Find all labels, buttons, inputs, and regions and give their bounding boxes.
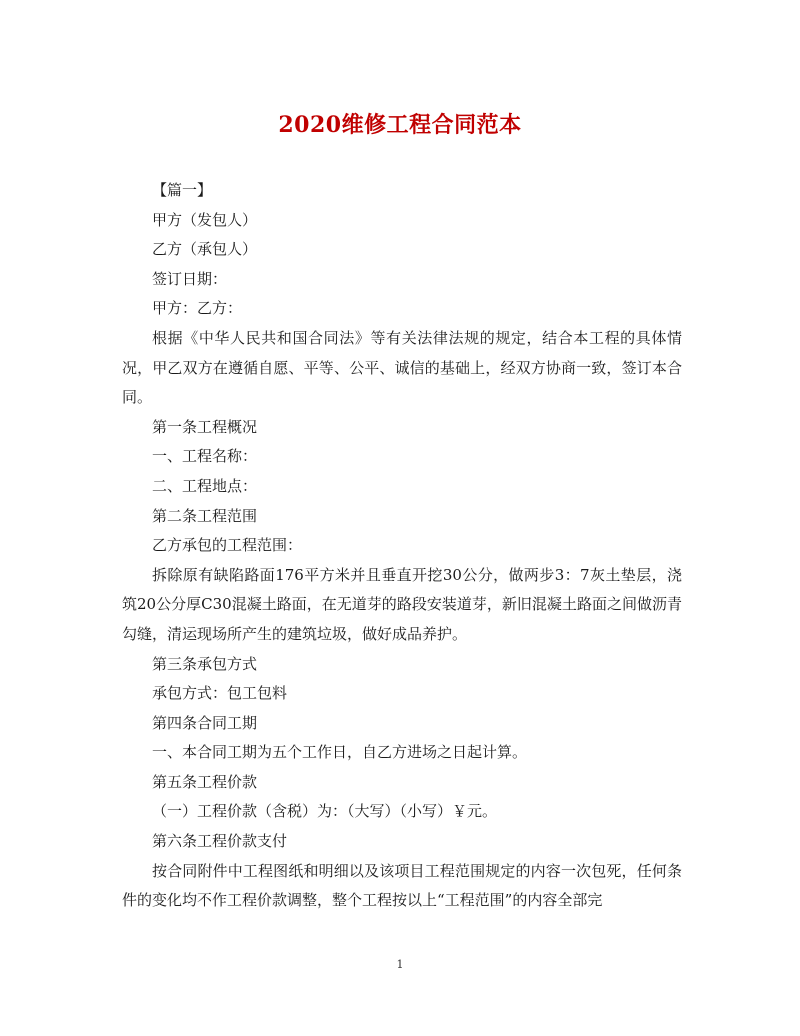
clause-line: 一、本合同工期为五个工作日，自乙方进场之日起计算。	[152, 743, 528, 762]
clause-line: 一、工程名称：	[152, 447, 258, 466]
article-heading: 第三条承包方式	[152, 654, 258, 673]
document-body	[122, 176, 682, 916]
payment-paragraph: 按合同附件中工程图纸和明细以及该项目工程范围规定的内容一次包死，任何条件的变化均不作工程价款调整，整个工程按以上“工程范围”的内容全部完	[122, 861, 682, 910]
document-title: 2020维修工程合同范本	[278, 112, 522, 138]
signing-date-line: 签订日期：	[152, 269, 228, 288]
party-b-line: 乙方（承包人）	[152, 240, 258, 259]
clause-line: （一）工程价款（含税）为：（大写）（小写）￥元。	[152, 802, 498, 821]
clause-line: 乙方承包的工程范围：	[152, 536, 303, 555]
clause-line: 承包方式：包工包料	[152, 684, 288, 703]
page-number: 1	[396, 958, 404, 971]
parties-line: 甲方：乙方：	[152, 299, 243, 318]
article-heading: 第六条工程价款支付	[152, 832, 288, 851]
article-heading: 第二条工程范围	[152, 506, 258, 525]
article-heading: 第五条工程价款	[152, 772, 258, 791]
scope-paragraph: 拆除原有缺陷路面176平方米并且垂直开挖30公分，做两步3：7灰土垫层，浇筑20公分厚C30混凝土路面，在无道芽的路段安装道芽，新旧混凝土路面之间做沥青勾缝，清运现场所产生的建筑垃圾，做好成品养护。	[122, 565, 682, 643]
section-heading: 【篇一】	[152, 181, 213, 199]
article-heading: 第四条合同工期	[152, 713, 258, 732]
party-a-line: 甲方（发包人）	[152, 210, 258, 229]
clause-line: 二、工程地点：	[152, 476, 258, 495]
preamble-paragraph: 根据《中华人民共和国合同法》等有关法律法规的规定，结合本工程的具体情况，甲乙双方在遵循自愿、平等、公平、诚信的基础上，经双方协商一致，签订本合同。	[122, 328, 682, 407]
article-heading: 第一条工程概况	[152, 417, 258, 436]
